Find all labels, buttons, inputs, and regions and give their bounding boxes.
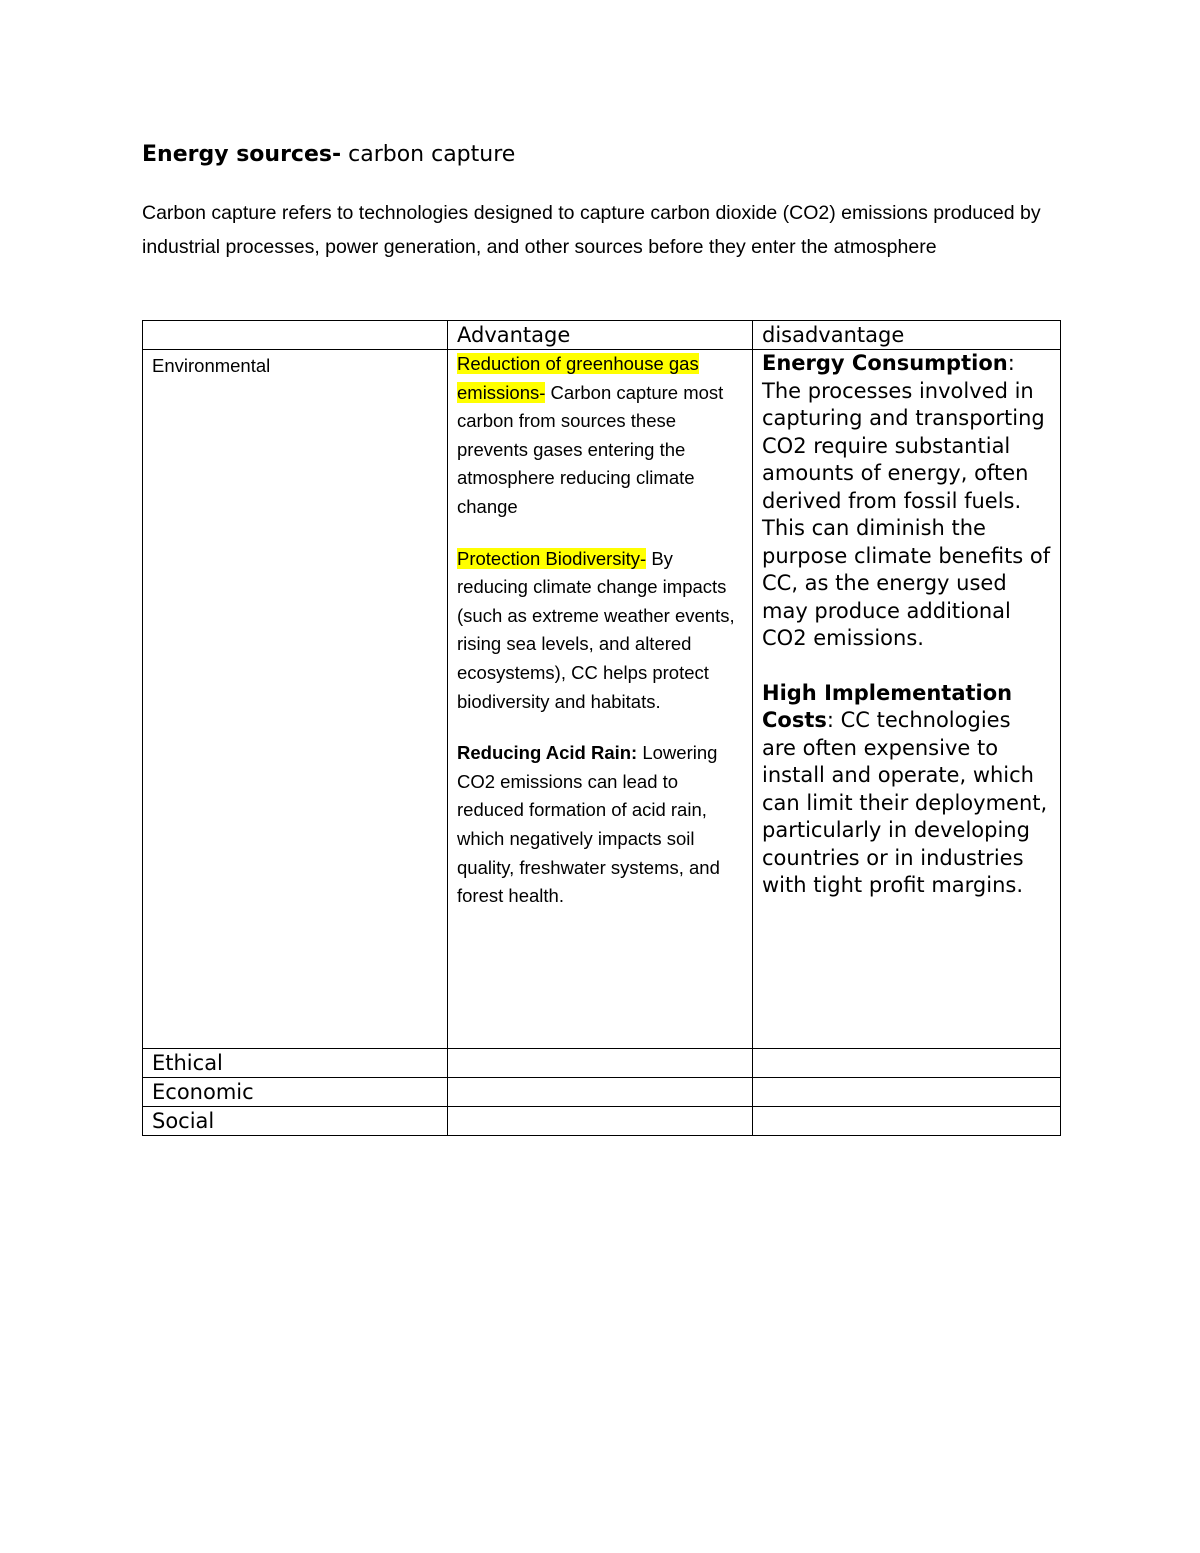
advantage-heading-bold: Reducing Acid Rain:: [457, 742, 638, 764]
empty-cell: [753, 1107, 1061, 1136]
empty-cell: [448, 1107, 753, 1136]
row-label-ethical: Ethical: [143, 1049, 448, 1078]
row-label-cell: [143, 350, 448, 1049]
empty-cell: [753, 1078, 1061, 1107]
table-header-row: [143, 321, 1061, 350]
empty-cell: [448, 1078, 753, 1107]
advantage-heading-highlighted: Protection Biodiversity-: [457, 547, 647, 569]
page-title-rest: carbon capture: [341, 142, 516, 167]
advantage-heading-highlighted: Reduction of greenhouse gas emissions-: [457, 353, 699, 403]
row-label-environmental: Environmental: [152, 355, 271, 376]
table-row-economic: [143, 1078, 1061, 1107]
advantage-item: [457, 545, 743, 717]
disadvantage-text: : CC technologies are often expensive to install and operate, which can limit their deployment, particularly in developing countries or in industries with tight profit margins.: [762, 708, 1048, 897]
table-row-ethical: [143, 1049, 1061, 1078]
page-title-bold: Energy sources-: [142, 142, 342, 167]
disadvantage-heading: Energy Consumption: [762, 351, 1008, 375]
table-row-social: [143, 1107, 1061, 1136]
disadvantage-cell-environmental: [753, 350, 1061, 1049]
intro-paragraph: Carbon capture refers to technologies designed to capture carbon dioxide (CO2) emissions produced by industrial processes, power generation, and other sources before they enter the atmosphere: [142, 202, 1041, 258]
advantage-cell-environmental: [448, 350, 753, 1049]
advantage-text: By reducing climate change impacts (such as extreme weather events, rising sea levels, and altered ecosystems), CC helps protect biodiversity and habitats.: [457, 547, 735, 712]
advantage-item: [457, 739, 743, 911]
disadvantage-heading: High Implementation Costs: [762, 680, 1013, 732]
advantage-item: [457, 350, 743, 522]
page-title: [142, 140, 515, 170]
empty-cell: [448, 1049, 753, 1078]
advantage-text: Lowering CO2 emissions can lead to reduced formation of acid rain, which negatively impacts soil quality, freshwater systems, and forest health.: [457, 742, 720, 907]
comparison-table: [142, 320, 1061, 1136]
empty-cell: [753, 1049, 1061, 1078]
table-row-environmental: [143, 350, 1061, 1049]
header-cell-empty: [143, 321, 448, 350]
disadvantage-item: [762, 350, 1051, 653]
row-label-economic: Economic: [143, 1078, 448, 1107]
header-cell-disadvantage: disadvantage: [753, 321, 1061, 350]
disadvantage-text: : The processes involved in capturing and transporting CO2 require substantial amounts of energy, often derived from fossil fuels. This can diminish the purpose climate benefits of CC, as the energy used may produce additional CO2 emissions.: [762, 351, 1051, 650]
header-cell-advantage: Advantage: [448, 321, 753, 350]
advantage-text: Carbon capture most carbon from sources these prevents gases entering the atmosphere reducing climate change: [457, 381, 724, 517]
row-label-social: Social: [143, 1107, 448, 1136]
disadvantage-item: [762, 680, 1051, 900]
